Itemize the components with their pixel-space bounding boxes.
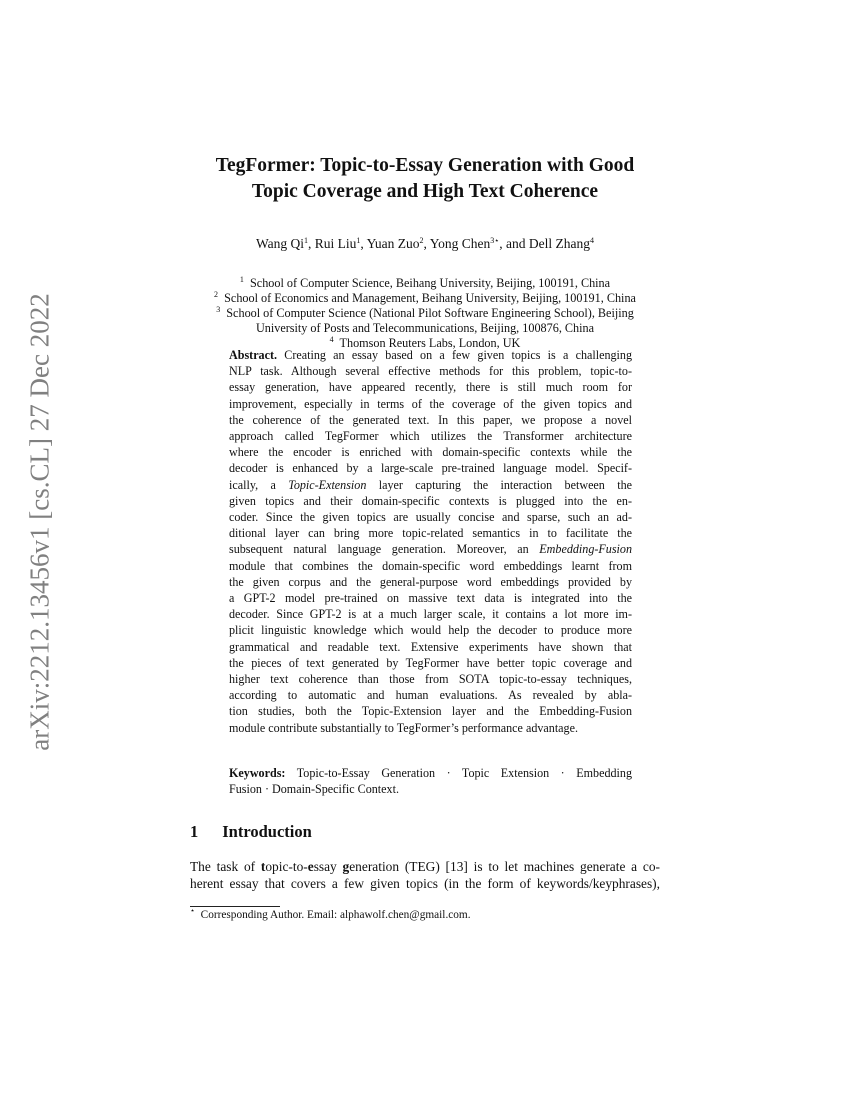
abstract-line xyxy=(229,347,632,363)
intro-text: t xyxy=(260,859,266,874)
keywords-line xyxy=(229,781,632,797)
footnote-mark: ⋆ xyxy=(190,906,196,915)
footnote-rule xyxy=(190,906,280,907)
intro-text: herent essay that covers a few given topics (in the form of keywords/keyphrases), xyxy=(190,876,660,891)
keywords-line xyxy=(229,765,632,781)
intro-text: The task of xyxy=(190,859,261,874)
abstract-text: Topic-Extension xyxy=(288,477,367,492)
title-line: Topic Coverage and High Text Coherence xyxy=(251,181,599,202)
author-affiliation-mark: 2 xyxy=(419,236,424,245)
abstract-text: plicit linguistic knowledge which would help the decoder to produce more xyxy=(229,623,632,638)
abstract-line xyxy=(229,574,632,590)
abstract-line xyxy=(229,412,632,428)
affiliation-text: School of Computer Science, Beihang University, Beijing, 100191, China xyxy=(250,276,611,290)
abstract-line xyxy=(229,460,632,476)
abstract-text: module contribute substantially to TegFormer’s performance advantage. xyxy=(229,720,578,735)
abstract-text: the given corpus and the general-purpose word embeddings provided by xyxy=(229,574,632,589)
abstract-line xyxy=(229,477,632,493)
author: and Dell Zhang xyxy=(506,236,591,251)
affiliation-mark: 2 xyxy=(214,290,219,299)
keywords-text: Fusion · Domain-Specific Context. xyxy=(229,782,399,797)
affiliation-line xyxy=(0,321,850,336)
author: Wang Qi xyxy=(255,236,304,251)
intro-line xyxy=(190,876,660,892)
affiliation-text: University of Posts and Telecommunications, Beijing, 100876, China xyxy=(255,321,595,335)
author-affiliation-mark: 1 xyxy=(356,236,361,245)
abstract-line xyxy=(229,363,632,379)
author: Yong Chen xyxy=(429,236,491,251)
abstract-line xyxy=(229,541,632,557)
abstract-line xyxy=(229,590,632,606)
affiliation-line xyxy=(0,276,850,291)
section-number: 1 xyxy=(190,822,199,841)
abstract-line xyxy=(229,444,632,460)
abstract-line xyxy=(229,655,632,671)
author-list: Wang Qi$^1$, Rui Liu$^1$, Yuan Zuo$^2$, Yong Chen$^{3⋆}$, and Dell Zhang$^4$ xyxy=(255,236,595,251)
abstract-text: subsequent natural language generation. Moreover, an xyxy=(229,542,540,557)
abstract-line xyxy=(229,639,632,655)
abstract-line xyxy=(229,428,632,444)
section-title: Introduction xyxy=(222,822,312,841)
abstract-label: Abstract. xyxy=(229,348,278,362)
arxiv-stamp: arXiv:2212.13456v1 [cs.CL] 27 Dec 2022 xyxy=(24,293,55,751)
intro-text: e xyxy=(307,859,314,874)
footnote-text: Corresponding Author. Email: alphawolf.chen@gmail.com. xyxy=(200,909,471,921)
intro-text: eneration (TEG) [13] is to let machines generate a co- xyxy=(349,859,660,874)
footnote xyxy=(190,906,471,921)
title-line: TegFormer: Topic-to-Essay Generation with Good xyxy=(215,155,635,176)
abstract-text: according to automatic and human evaluations. As revealed by abla- xyxy=(229,688,632,703)
section-heading xyxy=(190,822,312,842)
abstract-text: the pieces of text generated by TegFormer have better topic coverage and xyxy=(229,655,632,670)
abstract-line xyxy=(229,509,632,525)
affiliation-text: School of Economics and Management, Beihang University, Beijing, 100191, China xyxy=(224,291,636,305)
abstract-text: module that combines the domain-specific word embeddings learnt from xyxy=(229,558,632,573)
affiliation-line xyxy=(0,291,850,306)
abstract-text: coder. Since the given topics are usually concise and sparse, such an ad- xyxy=(229,510,632,524)
abstract-line xyxy=(229,703,632,719)
abstract-text: layer capturing the interaction between the xyxy=(366,477,632,492)
affiliation-text: Thomson Reuters Labs, London, UK xyxy=(339,336,521,350)
affiliation-line xyxy=(0,306,850,321)
abstract-text: ically, a xyxy=(229,477,289,492)
abstract-text: grammatical and readable text. Extensive experiments have shown that xyxy=(229,639,632,654)
intro-line xyxy=(190,859,660,875)
abstract-line xyxy=(229,622,632,638)
abstract-text: a GPT-2 model pre-trained on massive text data is integrated into the xyxy=(229,591,632,605)
author-affiliation-mark: 3⋆ xyxy=(490,236,500,245)
author: Yuan Zuo xyxy=(366,236,420,251)
affiliation-mark: 4 xyxy=(329,335,334,344)
abstract-text: tion studies, both the Topic-Extension layer and the Embedding-Fusion xyxy=(229,704,632,719)
abstract-line xyxy=(229,687,632,703)
intro-text: ssay xyxy=(313,859,343,874)
abstract-text: higher text coherence than those from SOTA topic-to-essay techniques, xyxy=(229,672,632,686)
intro-text: g xyxy=(342,859,350,874)
abstract-text: essay generation, have appeared recently, there is still much room for xyxy=(229,380,632,395)
abstract-text: Embedding-Fusion xyxy=(539,542,632,557)
abstract-text: decoder is enhanced by a large-scale pre-trained language model. Specif- xyxy=(229,461,632,476)
affiliation-mark: 3 xyxy=(216,305,221,314)
abstract-line xyxy=(229,671,632,687)
keywords-text: Topic-to-Essay Generation · Topic Extension · Embedding xyxy=(296,766,632,780)
abstract-text: improvement, especially in terms of the coverage of the given topics and xyxy=(229,396,632,411)
abstract-text: decoder. Since GPT-2 is at a much larger scale, it contains a lot more im- xyxy=(229,607,632,622)
abstract-line xyxy=(229,558,632,574)
paper-title xyxy=(0,153,850,205)
affiliation-text: School of Computer Science (National Pilot Software Engineering School), Beijing xyxy=(226,306,634,320)
abstract-line xyxy=(229,606,632,622)
abstract-text: Creating an essay based on a few given topics is a challenging xyxy=(284,348,632,362)
intro-text: opic-to- xyxy=(265,859,308,874)
abstract-line xyxy=(229,396,632,412)
abstract-line xyxy=(229,379,632,395)
author-affiliation-mark: 1 xyxy=(303,236,308,245)
author-affiliation-mark: 4 xyxy=(590,236,595,245)
abstract-text: approach called TegFormer which utilizes the Transformer architecture xyxy=(229,429,632,443)
keywords-label: Keywords: xyxy=(229,766,286,780)
abstract-text: the coherence of the generated text. In this paper, we propose a novel xyxy=(229,412,632,427)
abstract-text: where the encoder is enriched with domain-specific contexts while the xyxy=(229,445,632,460)
abstract-text: NLP task. Although several effective methods for this problem, topic-to- xyxy=(229,364,632,379)
abstract-text: ditional layer can bring more topic-related semantics in to facilitate the xyxy=(229,526,632,541)
abstract-line xyxy=(229,493,632,509)
author: Rui Liu xyxy=(314,236,357,251)
affiliation-mark: 1 xyxy=(239,275,244,284)
abstract-line xyxy=(229,525,632,541)
abstract-text: given topics and their domain-specific contexts is plugged into the en- xyxy=(229,493,632,508)
abstract-line xyxy=(229,720,632,736)
